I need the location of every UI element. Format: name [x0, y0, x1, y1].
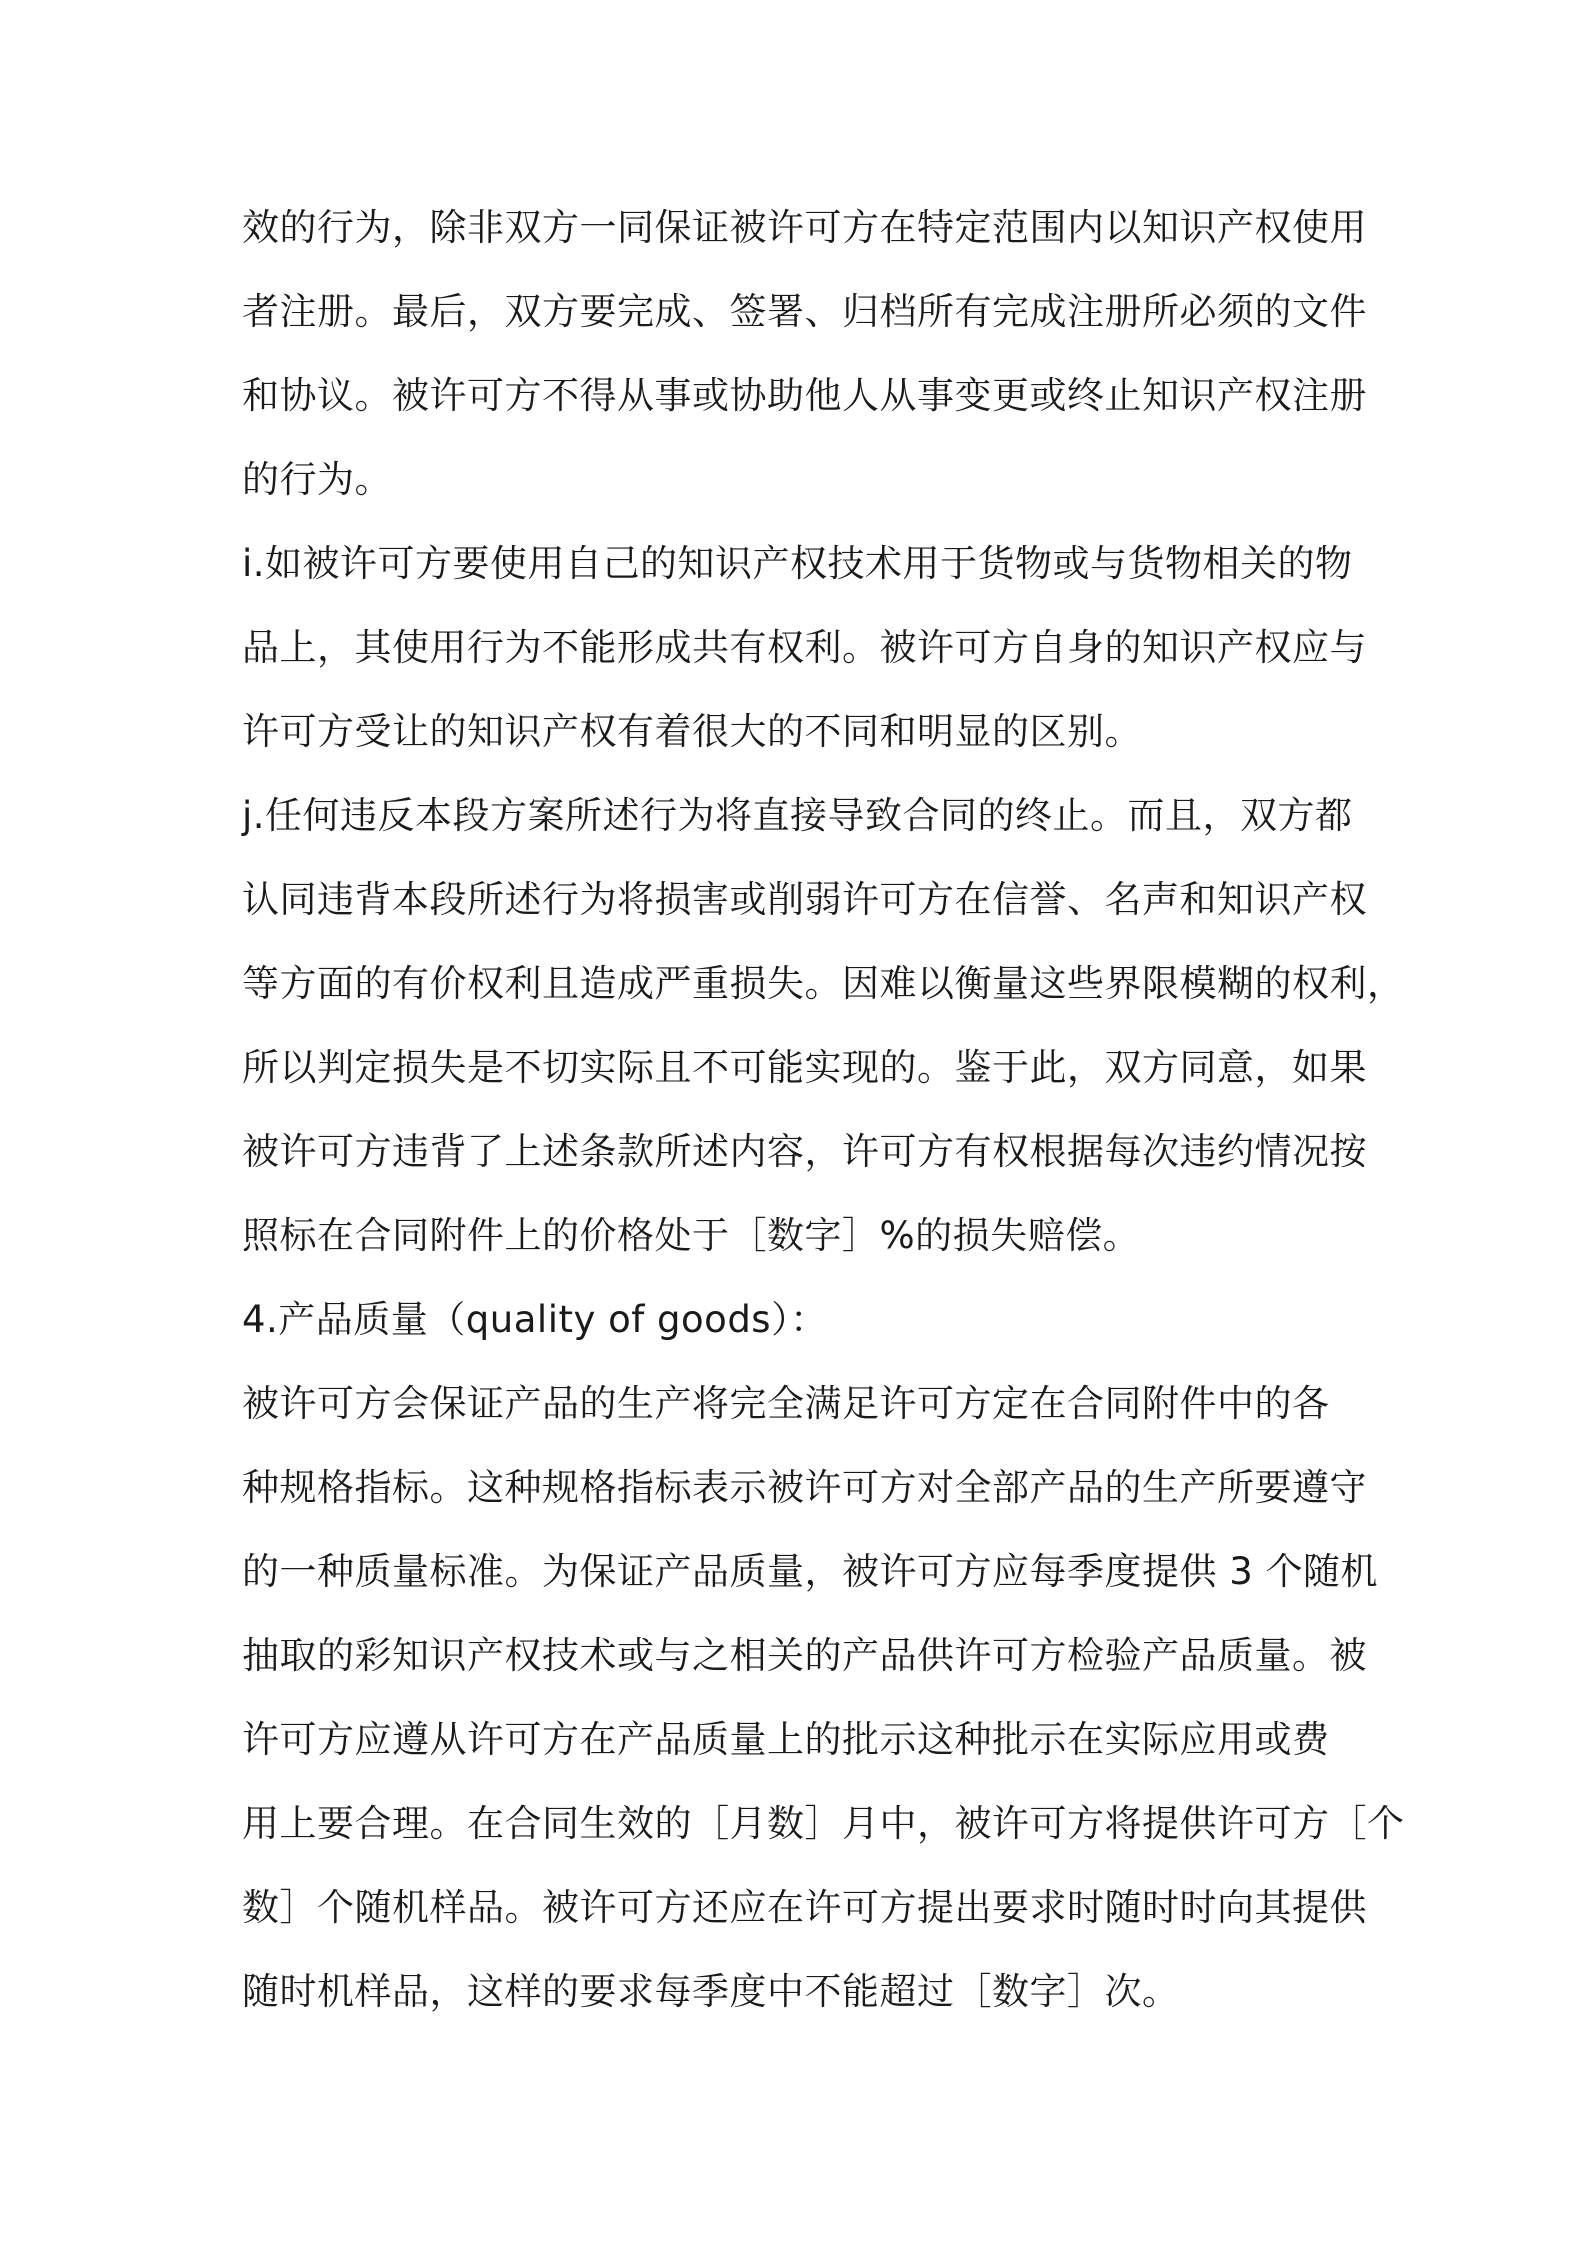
text-line: 被许可方违背了上述条款所述内容，许可方有权根据每次违约情况按 — [242, 1130, 1367, 1173]
text-line: 的行为。 — [242, 458, 392, 501]
text-line: 用上要合理。在合同生效的［月数］月中，被许可方将提供许可方［个 — [242, 1802, 1405, 1845]
text-line: j.任何违反本段方案所述行为将直接导致合同的终止。而且，双方都 — [242, 794, 1353, 837]
text-line: 所以判定损失是不切实际且不可能实现的。鉴于此，双方同意，如果 — [242, 1046, 1367, 1089]
text-line: 等方面的有价权利且造成严重损失。因难以衡量这些界限模糊的权利， — [242, 962, 1405, 1005]
text-line: 品上，其使用行为不能形成共有权利。被许可方自身的知识产权应与 — [242, 626, 1367, 669]
text-line: 和协议。被许可方不得从事或协助他人从事变更或终止知识产权注册 — [242, 374, 1367, 417]
text-line: 数］个随机样品。被许可方还应在许可方提出要求时随时时向其提供 — [242, 1886, 1367, 1929]
text-line: 认同违背本段所述行为将损害或削弱许可方在信誉、名声和知识产权 — [242, 878, 1367, 921]
text-line: 许可方应遵从许可方在产品质量上的批示这种批示在实际应用或费 — [242, 1718, 1330, 1761]
text-line: 被许可方会保证产品的生产将完全满足许可方定在合同附件中的各 — [242, 1382, 1330, 1425]
text-line: 的一种质量标准。为保证产品质量，被许可方应每季度提供 3 个随机 — [242, 1550, 1379, 1593]
text-line: 效的行为，除非双方一同保证被许可方在特定范围内以知识产权使用 — [242, 206, 1367, 249]
text-line: 种规格指标。这种规格指标表示被许可方对全部产品的生产所要遵守 — [242, 1466, 1367, 1509]
text-line: 照标在合同附件上的价格处于［数字］%的损失赔偿。 — [242, 1214, 1141, 1257]
text-line: 者注册。最后，双方要完成、签署、归档所有完成注册所必须的文件 — [242, 290, 1367, 333]
text-line: 随时机样品，这样的要求每季度中不能超过［数字］次。 — [242, 1970, 1180, 2013]
document-body — [242, 186, 1405, 2034]
section-heading: 4.产品质量（quality of goods）： — [242, 1298, 828, 1341]
text-line: 许可方受让的知识产权有着很大的不同和明显的区别。 — [242, 710, 1142, 753]
text-line: i.如被许可方要使用自己的知识产权技术用于货物或与货物相关的物 — [242, 542, 1353, 585]
text-line: 抽取的彩知识产权技术或与之相关的产品供许可方检验产品质量。被 — [242, 1634, 1367, 1677]
